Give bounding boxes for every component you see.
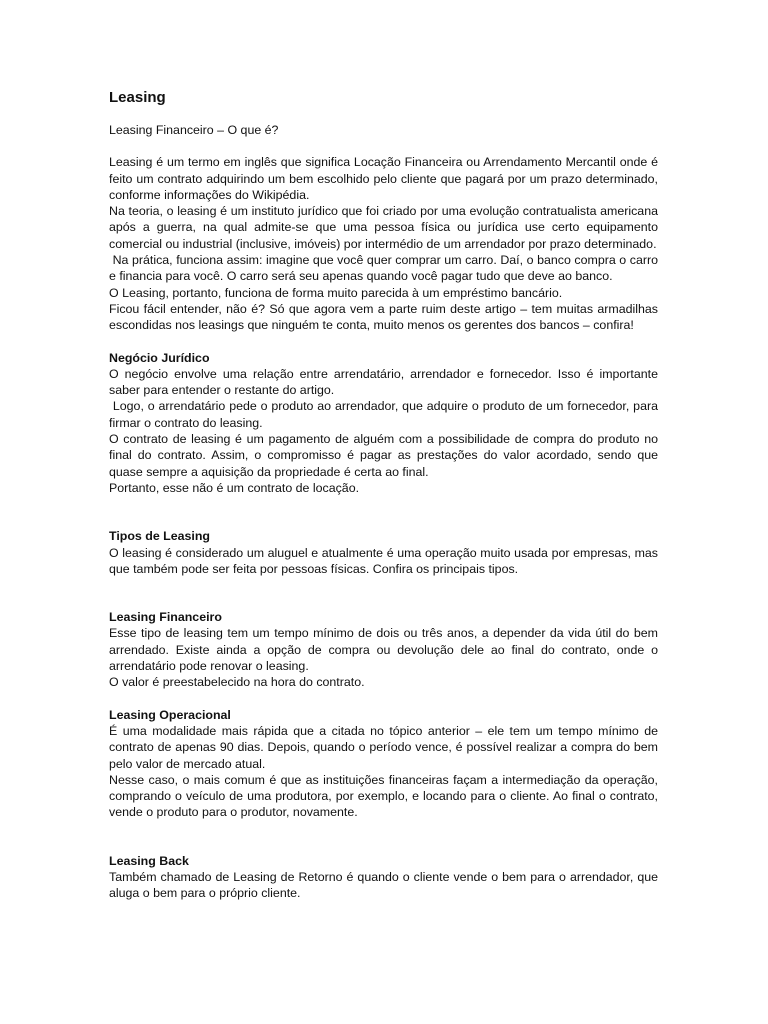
section-paragraph: Nesse caso, o mais comum é que as instituições financeiras façam a intermediação da operação, comprando o veículo de uma produtora, por exemplo, e locando para o cliente. Ao final o contrato, vende o produto para o produtor, novamente. — [109, 772, 658, 820]
section-leasing-back — [109, 853, 658, 902]
intro-paragraph: O Leasing, portanto, funciona de forma muito parecida à um empréstimo bancário. — [109, 285, 563, 300]
intro-paragraph: Na teoria, o leasing é um instituto jurídico que foi criado por uma evolução contratualista americana após a guerra, na qual admite-se que uma pessoa física ou jurídica use certo equipamento comercial ou industrial (inclusive, imóveis) por intermédio de um arrendador por prazo determinado. — [109, 204, 658, 251]
section-leasing-financeiro — [109, 609, 658, 690]
section-paragraph: O contrato de leasing é um pagamento de alguém com a possibilidade de compra do produto no final do contrato. Assim, o compromisso é pagar as prestações do valor acordado, sendo que quase sempre a aquisição da propriedade é certa ao final. — [109, 432, 658, 479]
section-heading: Leasing Operacional — [109, 707, 231, 722]
section-paragraph: Esse tipo de leasing tem um tempo mínimo de dois ou três anos, a depender da vida útil do bem arrendado. Existe ainda a opção de compra ou devolução dele ao final do contrato, onde o arrendatário pode renovar o leasing. — [109, 626, 658, 674]
document-body — [109, 88, 662, 902]
section-paragraph: Logo, o arrendatário pede o produto ao arrendador, que adquire o produto de um fornecedor, para firmar o contrato do leasing. — [109, 399, 662, 430]
section-heading: Leasing Financeiro — [109, 610, 222, 625]
document-title: Leasing — [109, 89, 166, 106]
section-heading: Leasing Back — [109, 853, 189, 868]
section-paragraph: O negócio envolve uma relação entre arrendatário, arrendador e fornecedor. Isso é importante saber para entender o restante do artigo. — [109, 366, 658, 398]
section-paragraph: O valor é preestabelecido na hora do contrato. — [109, 675, 365, 690]
intro-paragraph: Na prática, funciona assim: imagine que você quer comprar um carro. Daí, o banco compra o carro e financia para você. O carro será seu apenas quando você pagar tudo que deve ao banco. — [109, 253, 662, 284]
intro-paragraph: Leasing é um termo em inglês que significa Locação Financeira ou Arrendamento Mercantil onde é feito um contrato adquirindo um bem escolhido pelo cliente que pagará por um prazo determinado, conforme informações do Wikipédia. — [109, 155, 658, 202]
section-paragraph: Portanto, esse não é um contrato de locação. — [109, 480, 360, 495]
section-leasing-operacional — [109, 707, 658, 821]
intro-section — [109, 154, 662, 333]
section-heading: Negócio Jurídico — [109, 350, 210, 365]
section-tipos-de-leasing — [109, 528, 658, 577]
section-heading: Tipos de Leasing — [109, 529, 210, 544]
section-negocio-juridico — [109, 350, 662, 497]
section-paragraph: Também chamado de Leasing de Retorno é quando o cliente vende o bem para o arrendador, que aluga o bem para o próprio cliente. — [109, 869, 658, 901]
intro-paragraph: Ficou fácil entender, não é? Só que agora vem a parte ruim deste artigo – tem muitas armadilhas escondidas nos leasings que ninguém te conta, muito menos os gerentes dos bancos – confira! — [109, 301, 658, 333]
document-subtitle: Leasing Financeiro – O que é? — [109, 123, 279, 137]
section-paragraph: O leasing é considerado um aluguel e atualmente é uma operação muito usada por empresas, mas que também pode ser feita por pessoas físicas. Confira os principais tipos. — [109, 545, 658, 576]
section-paragraph: É uma modalidade mais rápida que a citada no tópico anterior – ele tem um tempo mínimo de contrato de apenas 90 dias. Depois, quando o período vence, é possível realizar a compra do bem pelo valor de mercado atual. — [109, 723, 658, 771]
